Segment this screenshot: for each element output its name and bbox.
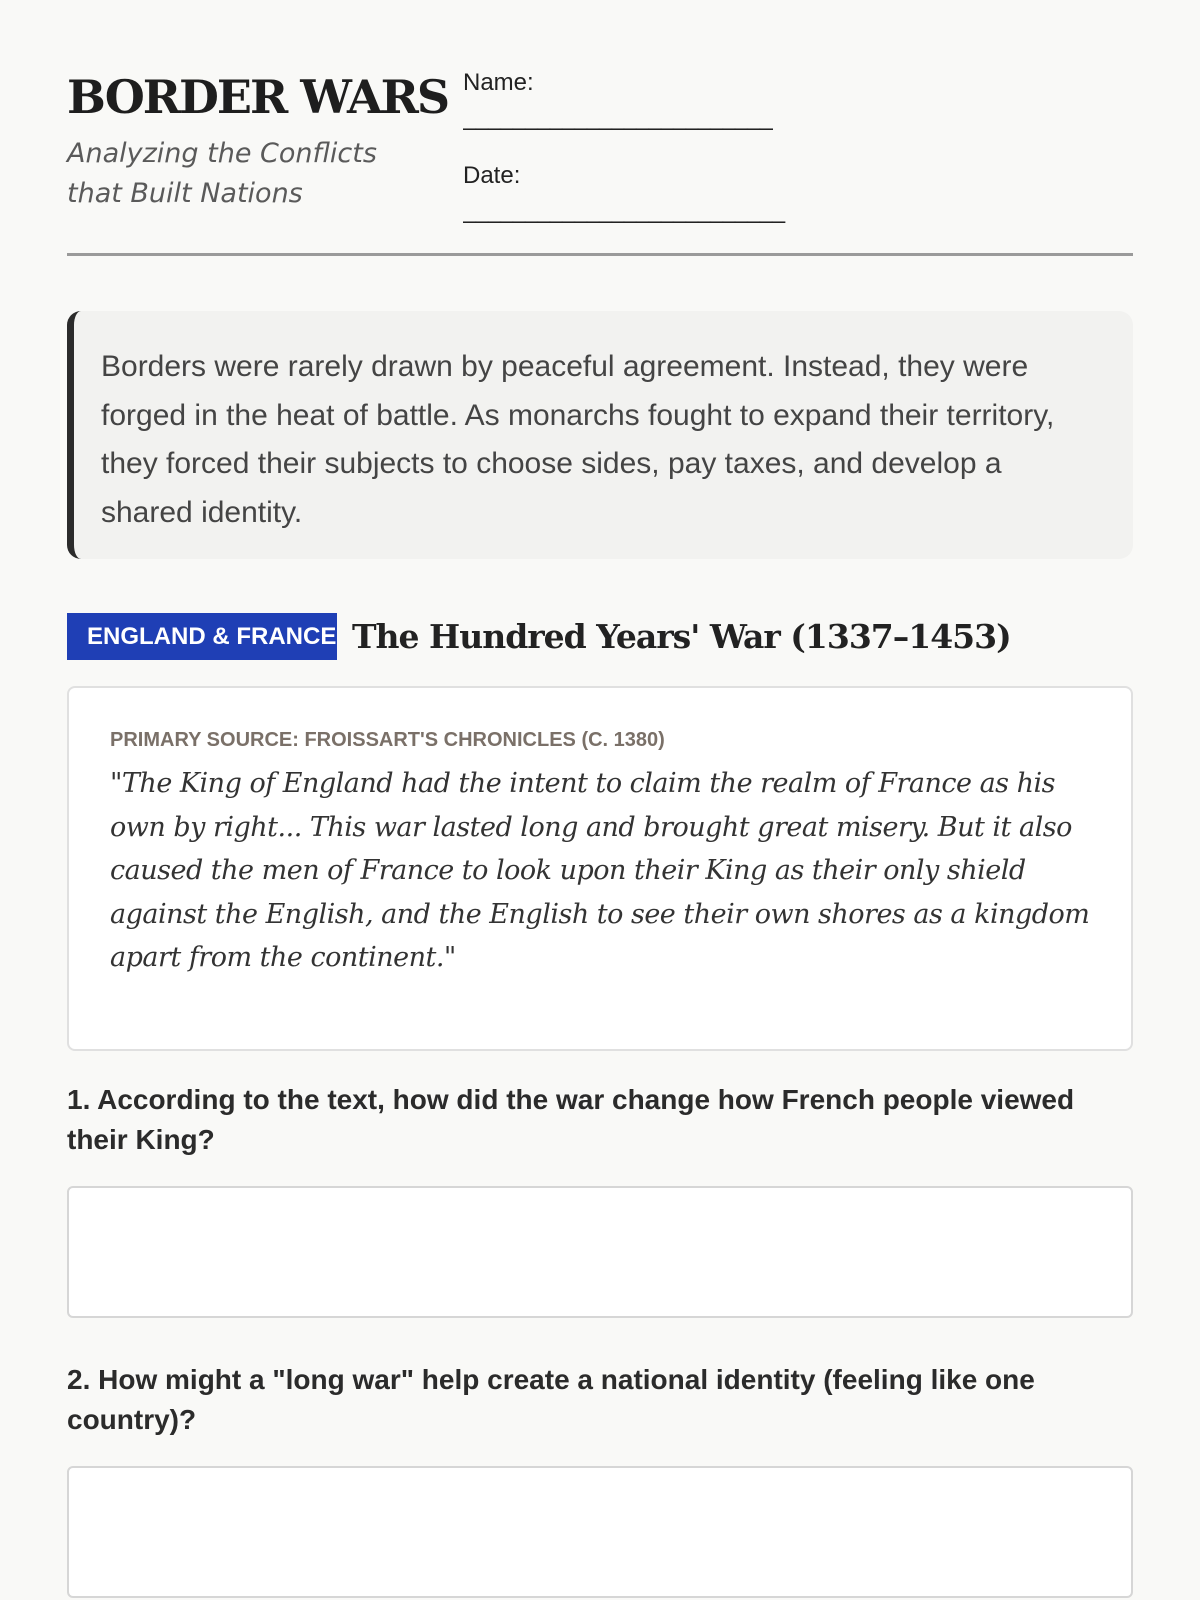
intro-text: Borders were rarely drawn by peaceful agreement. Instead, they were forged in the heat of battle. As monarchs fought to expand their territory, they forced their subjects to choose sides, pay taxes, and develop a shared identity. [101, 350, 1055, 529]
question-1: 1. According to the text, how did the war change how French people viewed their King? [67, 1084, 1075, 1155]
section-heading [67, 612, 1133, 660]
source-label: PRIMARY SOURCE: FROISSART'S CHRONICLES (C. 1380) [110, 729, 665, 751]
worksheet-header [67, 0, 1133, 256]
name-label: Name: [463, 69, 534, 96]
date-label: Date: [463, 162, 521, 189]
answer-2-input[interactable] [67, 1466, 1133, 1598]
intro-callout [67, 311, 1133, 559]
region-badge: ENGLAND & FRANCE [67, 613, 337, 660]
worksheet-page [67, 0, 1133, 1435]
source-quote: "The King of England had the intent to claim the realm of France as his own by right... This war lasted long and brought great misery. But it also caused the men of France to look upon their King as their only shield against the English, and the English to see their own shores as a kingdom apart from the continent." [110, 768, 1090, 973]
date-blank-line[interactable]: __________________________ [463, 197, 785, 224]
worksheet-subtitle: Analyzing the Conflicts that Built Nations [67, 138, 377, 209]
name-blank-line[interactable]: _________________________ [463, 104, 772, 131]
primary-source-card [67, 686, 1133, 1051]
student-info [463, 66, 863, 252]
date-field [463, 159, 863, 252]
answer-1-input[interactable] [67, 1186, 1133, 1318]
name-field [463, 66, 863, 159]
worksheet-title: BORDER WARS [67, 70, 449, 124]
section-title: The Hundred Years' War (1337–1453) [352, 616, 1011, 656]
question-2: 2. How might a "long war" help create a national identity (feeling like one country)? [67, 1364, 1035, 1435]
